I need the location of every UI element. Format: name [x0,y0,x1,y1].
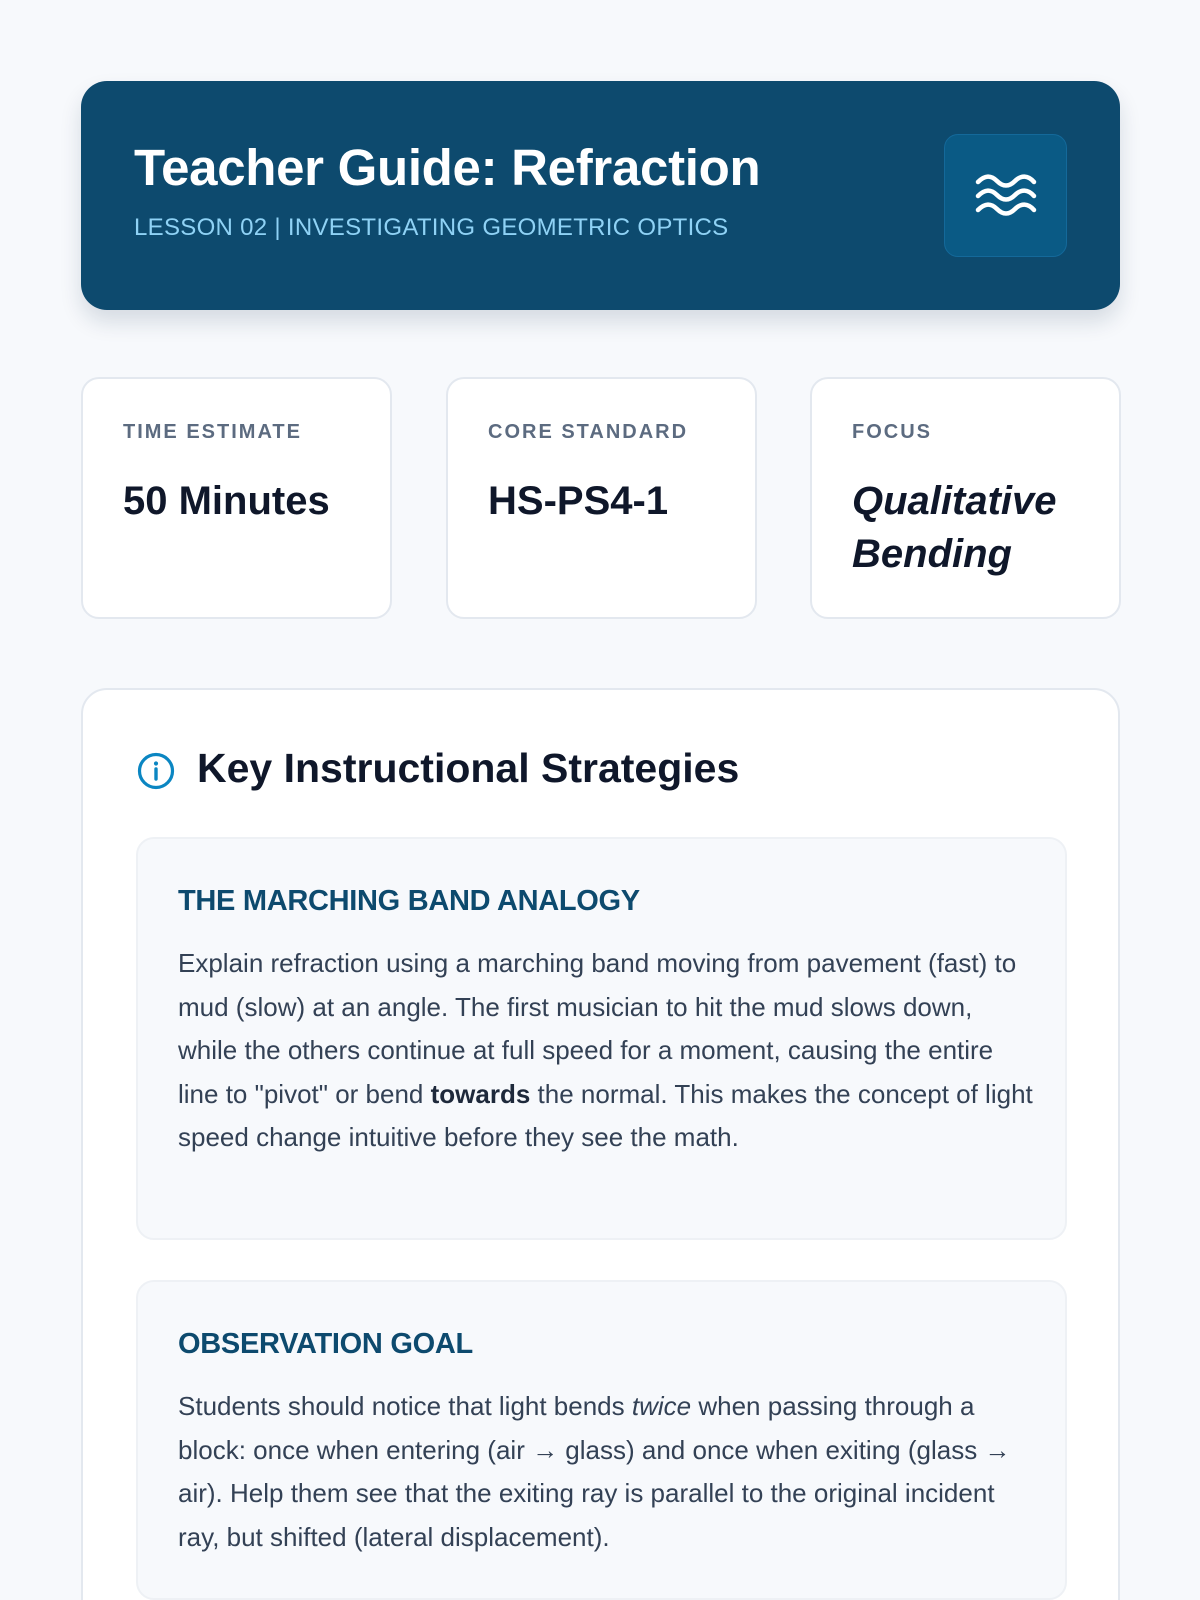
section-title: Key Instructional Strategies [197,745,740,791]
strategies-panel [81,688,1120,1600]
strategy-card-marching-band [136,837,1067,1240]
strategy-title: THE MARCHING BAND ANALOGY [178,885,640,917]
body-text: when passing through a block: once when entering (air → glass) and once when exiting (glass → air). Help them see that the exiting ray is parallel to the original incident ray, but shifted (lateral displacement). [178,1391,1011,1552]
body-emphasis: twice [631,1391,692,1421]
stat-label: TIME ESTIMATE [123,421,302,443]
lesson-subtitle: LESSON 02 | INVESTIGATING GEOMETRIC OPTICS [134,214,729,241]
stat-value: 50 Minutes [123,479,330,523]
stat-card-focus [810,377,1121,619]
stat-value: Qualitative Bending [852,479,1057,576]
strategy-body [178,942,1033,1160]
body-emphasis: towards [430,1078,531,1109]
stat-card-core-standard [446,377,757,619]
stat-label: FOCUS [852,421,932,443]
info-icon [136,751,176,791]
body-text: the normal. This makes the concept of light speed change intuitive before they see the math. [178,1078,1033,1152]
waves-icon [944,134,1067,257]
strategy-card-observation-goal [136,1280,1067,1600]
strategy-body [178,1385,1033,1559]
header-banner [81,81,1120,310]
stat-label: CORE STANDARD [488,421,689,443]
stat-card-time-estimate [81,377,392,619]
body-text: Explain refraction using a marching band moving from pavement (fast) to mud (slow) at an angle. The first musician to hit the mud slows down, while the others continue at full speed for a moment, causing the entire line to "pivot" or bend [178,948,1017,1109]
page-title: Teacher Guide: Refraction [134,139,761,196]
strategy-title: OBSERVATION GOAL [178,1328,473,1360]
body-text: Students should notice that light bends [178,1391,632,1421]
stat-value: HS-PS4-1 [488,479,669,523]
